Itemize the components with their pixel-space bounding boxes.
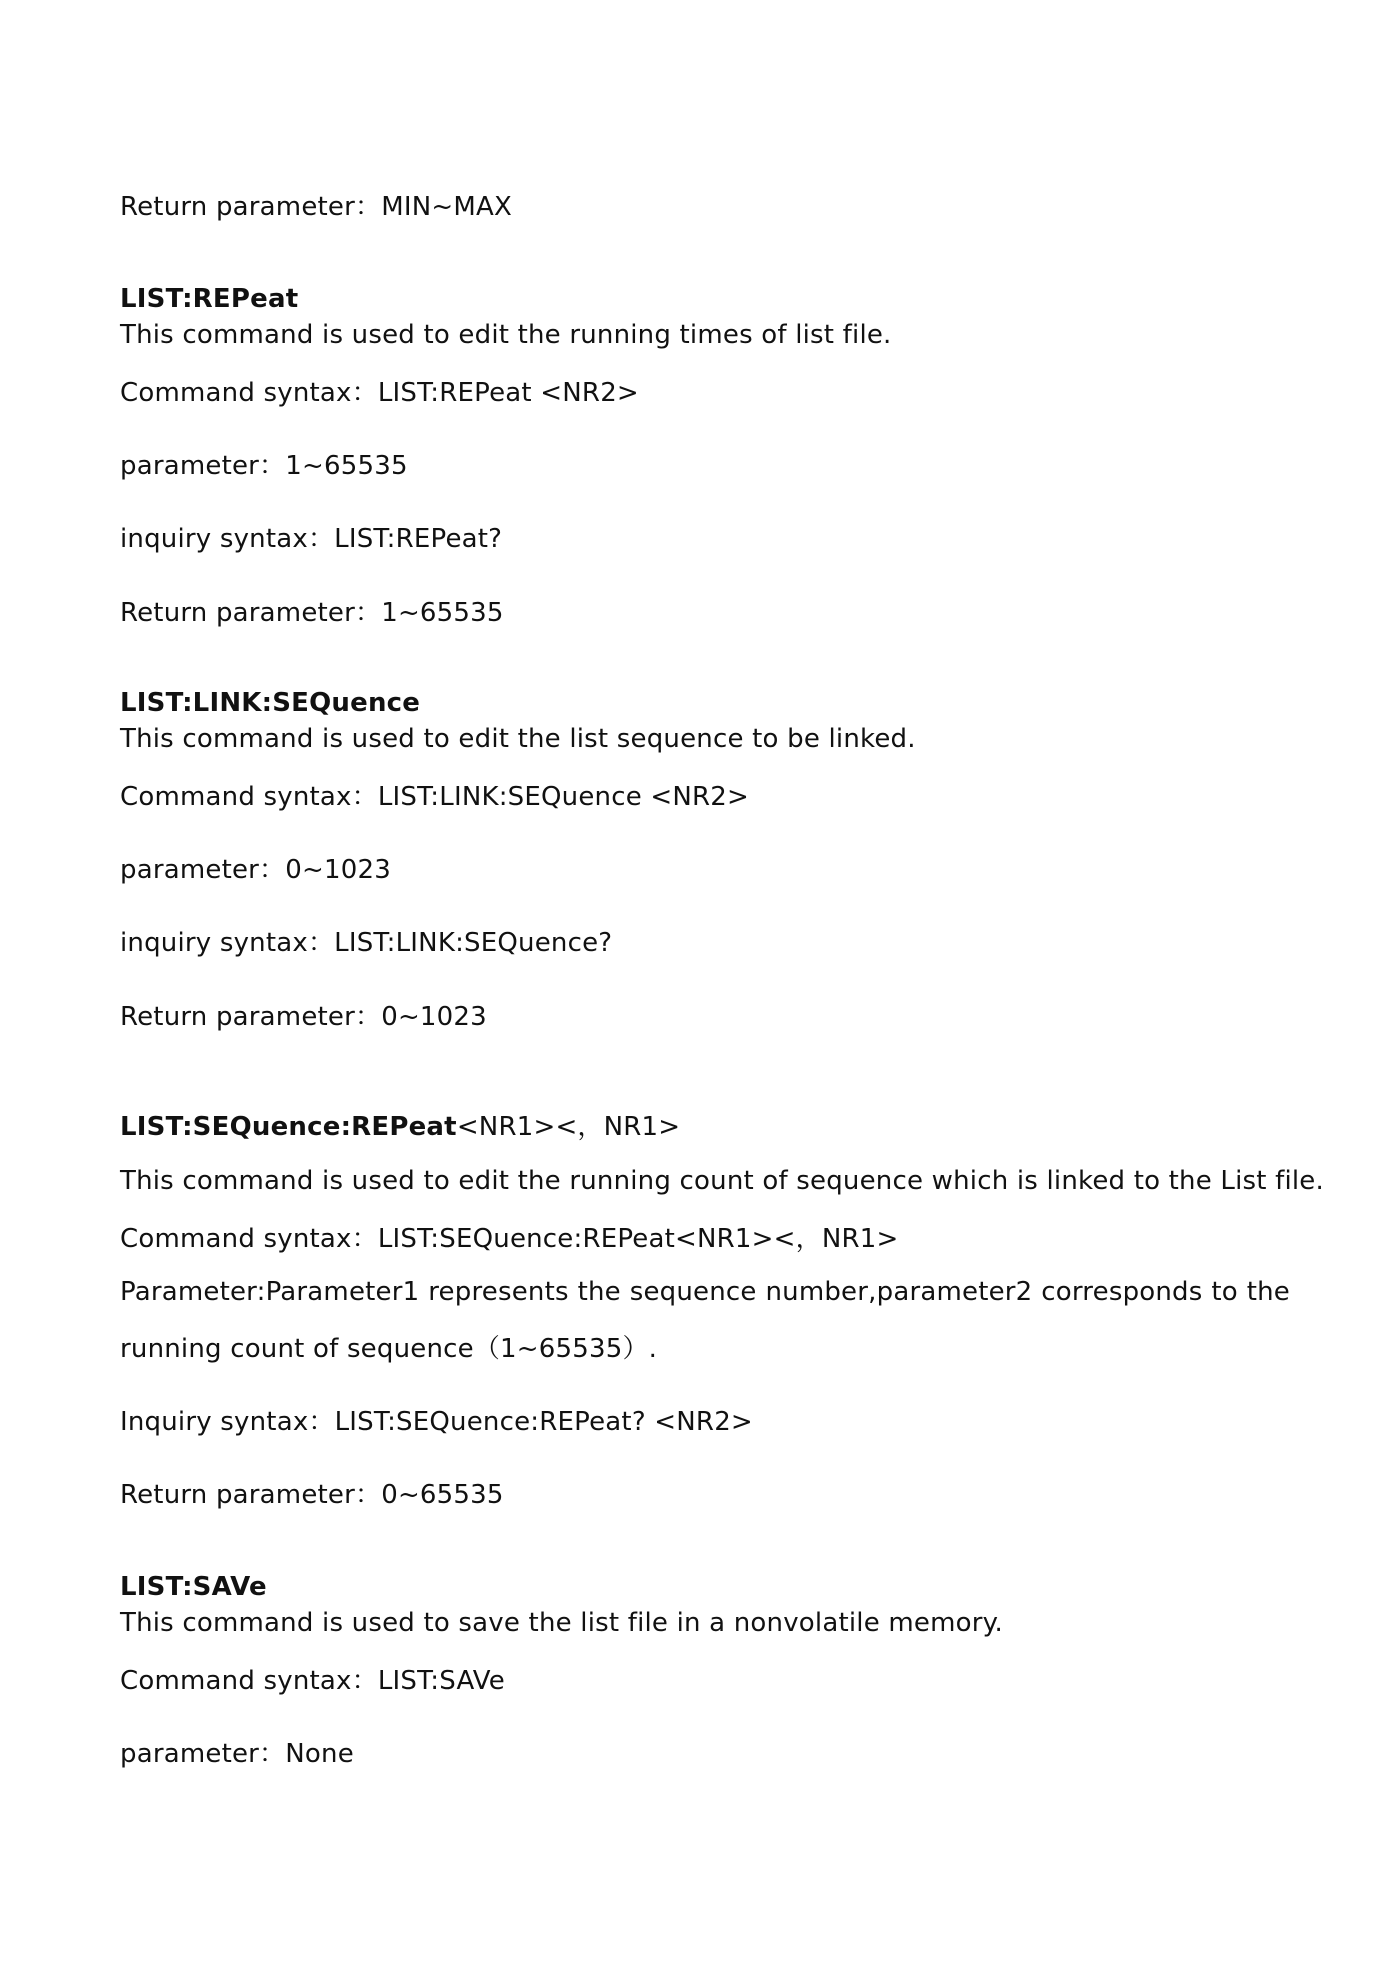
save-heading: LIST:SAVe [120,1572,267,1602]
repeat-description: This command is used to edit the running times of list file. [120,320,892,350]
save-command-syntax: Command syntax：LIST:SAVe [120,1666,505,1696]
save-parameter: parameter：None [120,1739,354,1769]
repeat-return-parameter: Return parameter：1~65535 [120,598,504,628]
top-return-parameter: Return parameter：MIN~MAX [120,192,512,222]
sequence-repeat-command-syntax: Command syntax：LIST:SEQuence:REPeat<NR1><，NR1> [120,1224,899,1254]
link-sequence-heading: LIST:LINK:SEQuence [120,688,421,718]
link-sequence-return-parameter: Return parameter：0~1023 [120,1002,487,1032]
repeat-heading: LIST:REPeat [120,284,299,314]
repeat-parameter: parameter：1~65535 [120,451,408,481]
save-description: This command is used to save the list file in a nonvolatile memory. [120,1608,1003,1638]
repeat-command-syntax: Command syntax：LIST:REPeat <NR2> [120,378,639,408]
sequence-repeat-return-parameter: Return parameter：0~65535 [120,1480,504,1510]
link-sequence-description: This command is used to edit the list sequence to be linked. [120,724,916,754]
repeat-inquiry-syntax: inquiry syntax：LIST:REPeat? [120,524,503,554]
sequence-repeat-parameter-line1: Parameter:Parameter1 represents the sequence number,parameter2 corresponds to the [120,1277,1290,1307]
document-page [120,0,1324,1980]
sequence-repeat-parameter-line2: running count of sequence（1~65535）. [120,1334,658,1364]
sequence-repeat-inquiry-syntax: Inquiry syntax：LIST:SEQuence:REPeat? <NR2> [120,1407,753,1437]
sequence-repeat-description: This command is used to edit the running count of sequence which is linked to the List file. [120,1166,1324,1196]
link-sequence-command-syntax: Command syntax：LIST:LINK:SEQuence <NR2> [120,782,750,812]
sequence-repeat-heading [120,1110,680,1144]
sequence-repeat-heading-args: <NR1><，NR1> [456,1112,681,1142]
sequence-repeat-heading-command: LIST:SEQuence:REPeat [120,1112,457,1142]
link-sequence-parameter: parameter：0~1023 [120,855,391,885]
link-sequence-inquiry-syntax: inquiry syntax：LIST:LINK:SEQuence? [120,928,613,958]
